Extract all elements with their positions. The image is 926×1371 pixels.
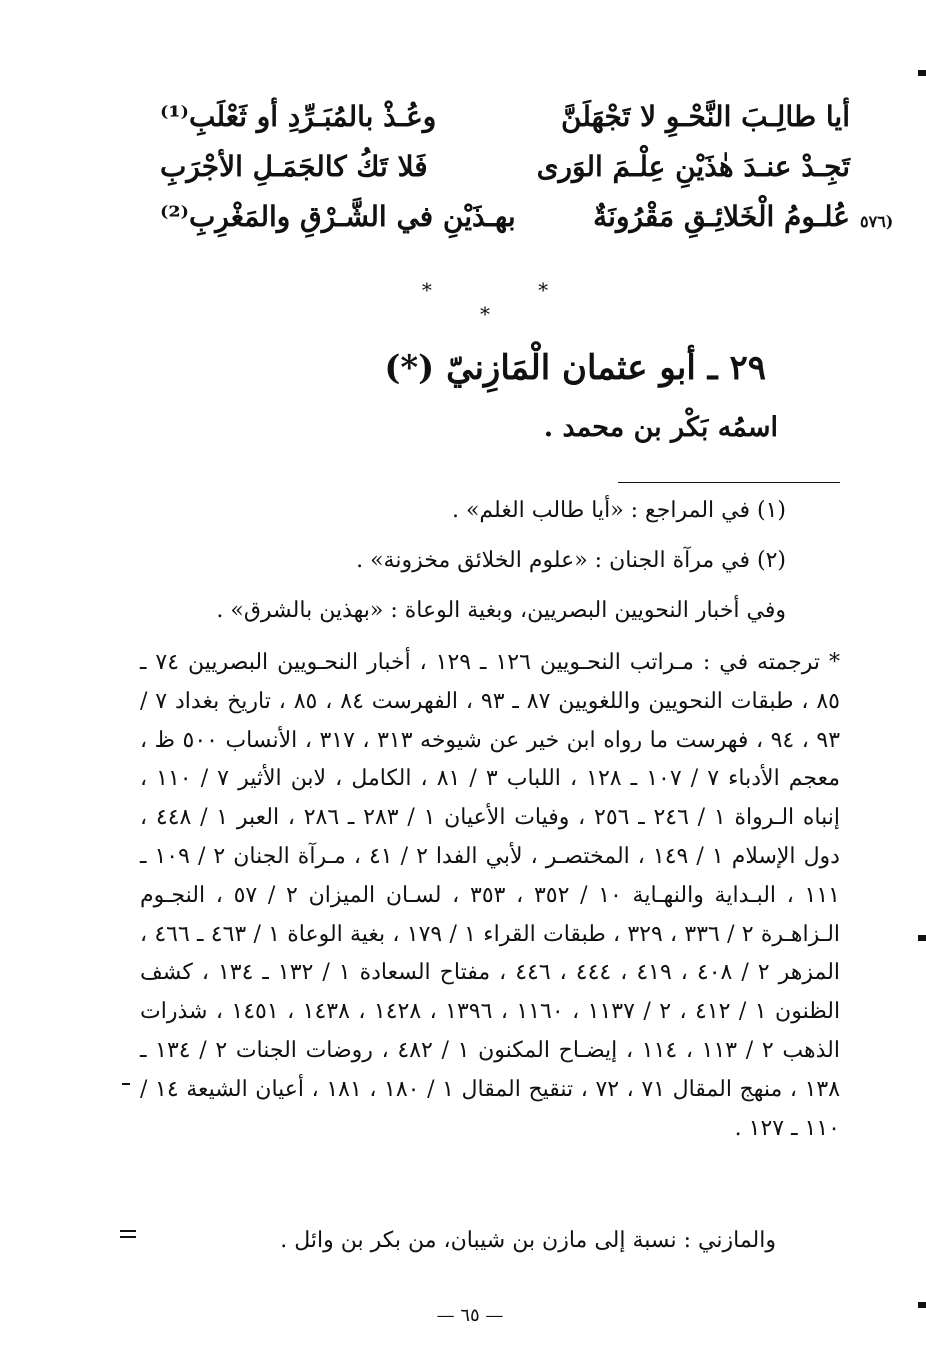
verse-2-first-hemistich: تَجِـدْ عنـدَ هٰذَيْنِ عِلْـمَ الوَرى [536, 150, 850, 183]
entry-heading: ٢٩ ـ أبو عثمان الْمَازِنيّ (*) [384, 348, 766, 388]
verse-3-first-hemistich: عُلـومُ الْخَلائِـقِ مَقْرُونَةٌ [593, 200, 850, 233]
footnote-divider [618, 482, 840, 483]
closing-note: والمازني : نسبة إلى مازن بن شيبان، من بكر بن وائل . [280, 1228, 776, 1253]
margin-mark [122, 1083, 130, 1085]
footnote-2-continued: وفي أخبار النحويين البصريين، وبغية الوعاة : «بهذين بالشرق» . [216, 598, 786, 623]
biography-sources: * ترجمته في : مـراتب النحـويين ١٢٦ ـ ١٢٩ ، أخبار النحـويين البصريين ٧٤ ـ ٨٥ ، طبقات النحويين واللغويين ٨٧ ـ ٩٣ ، الفهرست ٨٤ ، ٨٥ ، تاريخ بغداد ٧ / ٩٣ ، ٩٤ ، فهرست ما رواه ابن خير عن شيوخه ٣١٣ ، ٣١٧ ، الأنساب ٥٠٠ ظ ، معجم الأدباء ٧ / ١٠٧ ـ ١٢٨ ، اللباب ٣ / ٨١ ، الكامل ، لابن الأثير ٧ / ١١٠ ، إنباه الـرواة ١ / ٢٤٦ ـ ٢٥٦ ، وفيات الأعيان ١ / ٢٨٣ ـ ٢٨٦ ، العبر ١ / ٤٤٨ ، دول الإسلام ١ / ١٤٩ ، المختصـر ، لأبي الفدا ٢ / ٤١ ، مـرآة الجنان ٢ / ١٠٩ ـ ١١١ ، البـداية والنهـاية ١٠ / ٣٥٢ ، ٣٥٣ ، لسـان الميزان ٢ / ٥٧ ، النجـوم الـزاهـرة ٢ / ٣٣٦ ، ٣٢٩ ، طبقات القراء ١ / ١٧٩ ، بغية الوعاة ١ / ٤٦٣ ـ ٤٦٦ ، المزهر ٢ / ٤٠٨ ، ٤١٩ ، ٤٤٤ ، ٤٤٦ ، مفتاح السعادة ١ / ١٣٢ ـ ١٣٤ ، كشف الظنون ١ / ٤١٢ ، ٢ / ١١٣٧ ، ١١٦٠ ، ١٣٩٦ ، ١٤٢٨ ، ١٤٣٨ ، ١٤٥١ ، شذرات الذهب ٢ / ١١٣ ، ١١٤ ، إيضـاح المكنون ١ / ٤٨٢ ، روضات الجنات ٢ / ١٣٤ ـ ١٣٨ ، منهج المقال ٧١ ، ٧٢ ، تنقيح المقال ١ / ١٨٠ ، ١٨١ ، أعيان الشيعة ١٤ / ١١٠ ـ ١٢٧ . [140, 650, 841, 1141]
verse-3-second-hemistich: بهـذَيْنِ في الشَّـرْقِ والمَغْرِبِ⁽²⁾ [160, 200, 516, 233]
footnote-1: (١) في المراجع : «أيا طالب الغلم» . [451, 498, 786, 523]
margin-mark [918, 935, 926, 941]
margin-mark [918, 70, 926, 76]
margin-mark [120, 1230, 136, 1232]
verse-line-1 [160, 100, 850, 144]
verse-2-second-hemistich: فَلا تَكُ كالجَمَـلِ الأجْرَبِ [160, 150, 428, 183]
verse-line-3 [160, 200, 850, 244]
margin-mark [120, 1236, 136, 1238]
verse-1-second-hemistich: وعُـذْ بالمُبَـرِّدِ أو ثَعْلَبِ⁽¹⁾ [160, 100, 437, 133]
verse-line-2 [160, 150, 850, 194]
verse-1-first-hemistich: أيا طالِـبَ النَّحْـوِ لا تَجْهَلَنَّ [561, 100, 850, 133]
footnote-2: (٢) في مرآة الجنان : «علوم الخلائق مخزونة» . [356, 548, 786, 573]
verse-line-number: (٥٧٦ [860, 212, 894, 231]
section-separator: * * * [421, 278, 599, 326]
entry-name-line: اسمُه بَكْر بن محمد . [543, 412, 778, 443]
page-number: — ٦٥ — [436, 1305, 504, 1326]
margin-mark [918, 1302, 926, 1308]
